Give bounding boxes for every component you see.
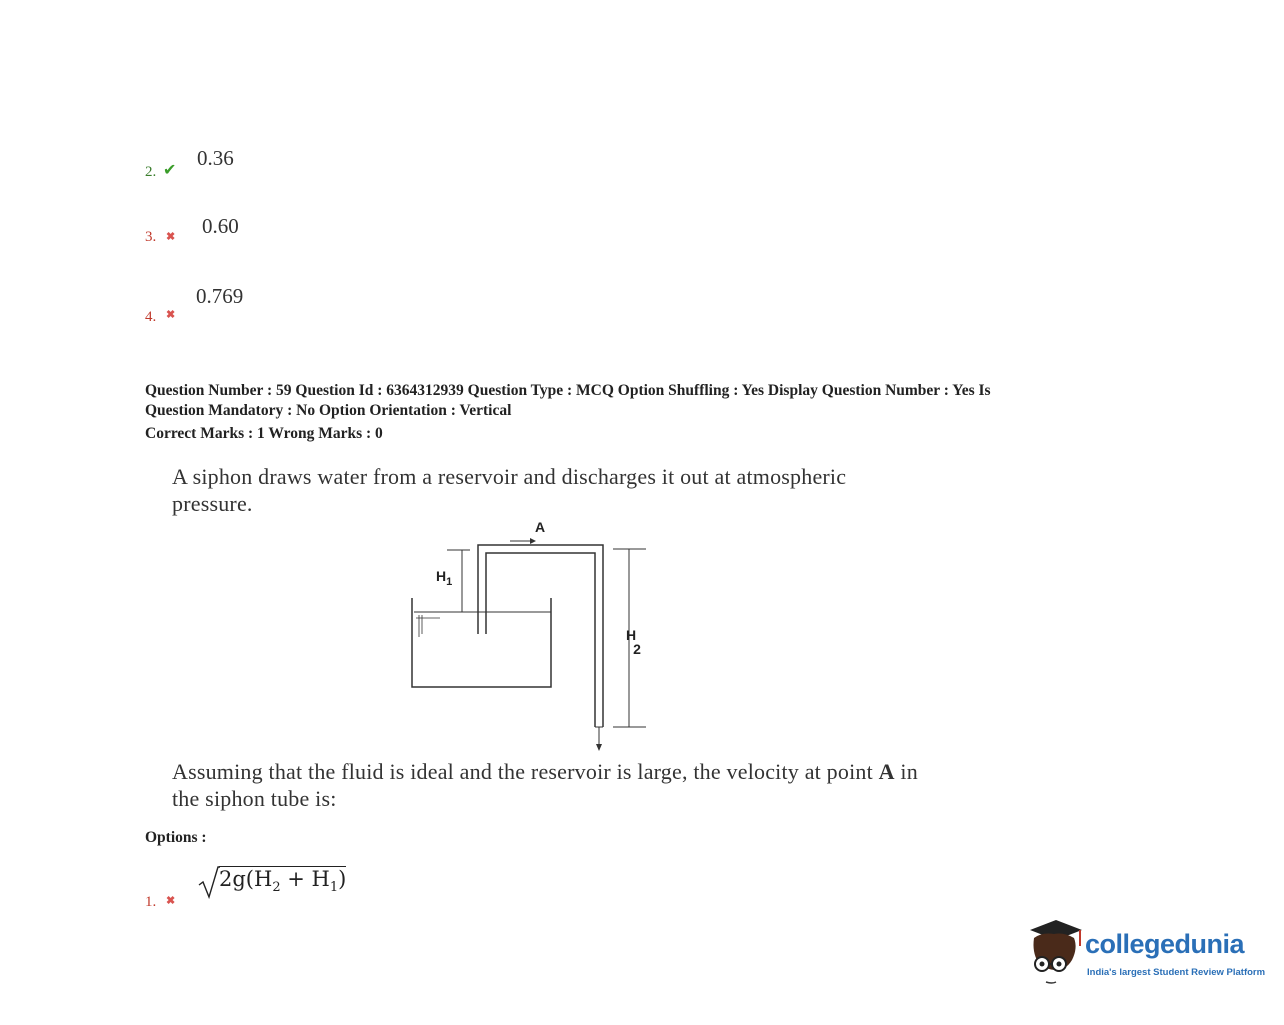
siphon-diagram xyxy=(400,512,660,757)
body-line-1: Assuming that the fluid is ideal and the reservoir is large, the velocity at point A in xyxy=(172,759,918,784)
brand-name: collegedunia xyxy=(1085,929,1245,959)
brand-tagline: India's largest Student Review Platform xyxy=(1087,967,1266,978)
question-intro xyxy=(172,463,972,517)
siphon-tube-outer xyxy=(478,545,603,727)
options-label: Options : xyxy=(145,829,207,846)
siphon-tube-inner xyxy=(486,553,595,727)
cross-icon: ✖ xyxy=(166,309,176,321)
label-h1: $H_1$ xyxy=(436,568,453,588)
meta-line-2: Question Mandatory : No Option Orientation : Vertical xyxy=(145,402,512,419)
option-number: 2. xyxy=(145,164,157,180)
cross-icon: ✖ xyxy=(166,895,176,907)
check-icon: ✔ xyxy=(163,162,177,179)
option-number: 3. xyxy=(145,229,157,245)
question-meta xyxy=(145,381,1145,421)
reservoir-outline xyxy=(412,598,551,687)
intro-line-2: pressure. xyxy=(172,491,253,516)
label-h2: H 2 xyxy=(626,627,641,657)
body-line-2: the siphon tube is: xyxy=(172,786,337,811)
option-value: 0.36 xyxy=(197,146,234,170)
intro-line-1: A siphon draws water from a reservoir and discharges it out at atmospheric xyxy=(172,464,847,489)
label-a: A xyxy=(535,519,546,535)
option-value: 0.769 xyxy=(196,284,244,308)
mascot-icon xyxy=(1024,916,1086,986)
option-value: 0.60 xyxy=(202,214,239,238)
meta-line-1: Question Number : 59 Question Id : 6364312939 Question Type : MCQ Option Shuffling : Yes Display Question Number : Yes Is xyxy=(145,382,991,399)
option-number: 4. xyxy=(145,309,157,325)
option-number: 1. xyxy=(145,894,157,910)
question-body xyxy=(172,758,992,812)
option-expression: $2g(H_2 + H_1)$ xyxy=(219,867,347,896)
cross-icon: ✖ xyxy=(166,231,176,243)
sqrt-icon xyxy=(198,865,220,899)
marks-info: Correct Marks : 1 Wrong Marks : 0 xyxy=(145,425,383,442)
